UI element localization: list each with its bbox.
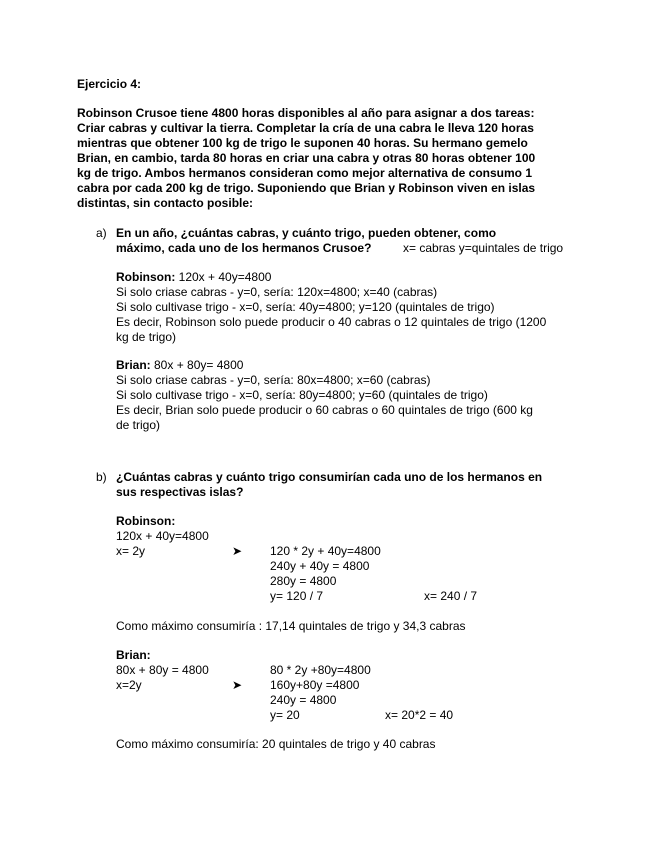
equation-line: 160y+80y =4800: [270, 678, 360, 692]
equation-line: x=2y: [116, 678, 142, 692]
part-b-brian-left: [116, 663, 209, 693]
variables-note: x= cabras y=quintales de trigo: [403, 241, 564, 255]
intro-line: cabra por cada 200 kg de trigo. Suponiendo que Brian y Robinson viven en islas: [77, 181, 536, 195]
part-b-brian-right: [270, 663, 371, 723]
intro-paragraph: [77, 106, 535, 211]
part-b-brian-label: Brian:: [116, 648, 151, 662]
robinson-equation-line: [116, 270, 546, 285]
part-a-brian: [116, 358, 533, 433]
part-b-robinson-label: Robinson:: [116, 514, 176, 528]
brian-line: Si solo criase cabras - y=0, sería: 80x=4800; x=60 (cabras): [116, 373, 431, 387]
equation-line: 80 * 2y +80y=4800: [270, 663, 371, 677]
robinson-equation: 120x + 40y=4800: [175, 270, 272, 284]
brian-line: Es decir, Brian solo puede producir o 60 cabras o 60 quintales de trigo (600 kg: [116, 403, 533, 417]
question-line: ¿Cuántas cabras y cuánto trigo consumirían cada uno de los hermanos en: [116, 470, 543, 484]
question-line: máximo, cada uno de los hermanos Crusoe?: [116, 241, 372, 255]
part-a-robinson: [116, 270, 546, 345]
part-b-marker: b): [96, 470, 107, 484]
intro-line: mientras que obtener 100 kg de trigo le suponen 40 horas. Su hermano gemelo: [77, 136, 528, 150]
equation-line: 240y = 4800: [270, 693, 337, 707]
brian-conclusion: Como máximo consumiría: 20 quintales de trigo y 40 cabras: [116, 737, 436, 751]
intro-line: Criar cabras y cultivar la tierra. Completar la cría de una cabra le lleva 120 horas: [77, 121, 534, 135]
robinson-line: Es decir, Robinson solo puede producir o 40 cabras o 12 quintales de trigo (1200: [116, 315, 547, 329]
part-b-question: [116, 470, 542, 500]
equation-line: 280y = 4800: [270, 574, 337, 588]
robinson-conclusion: Como máximo consumiría : 17,14 quintales de trigo y 34,3 cabras: [116, 619, 466, 633]
robinson-label: Robinson:: [116, 270, 176, 284]
intro-line: kg de trigo. Ambos hermanos consideran como mejor alternativa de consumo 1: [77, 166, 532, 180]
robinson-line: kg de trigo): [116, 330, 177, 344]
brian-label: Brian:: [116, 358, 151, 372]
intro-line: Brian, en cambio, tarda 80 horas en criar una cabra y otras 80 horas obtener 100: [77, 151, 536, 165]
brian-equation: 80x + 80y= 4800: [150, 358, 244, 372]
intro-line: distintas, sin contacto posible:: [77, 196, 254, 210]
robinson-x-result: x= 240 / 7: [424, 589, 478, 603]
exercise-title: Ejercicio 4:: [77, 77, 142, 91]
equation-line: 120 * 2y + 40y=4800: [270, 544, 381, 558]
equation-line: 240y + 40y = 4800: [270, 559, 370, 573]
robinson-line: Si solo criase cabras - y=0, sería: 120x=4800; x=40 (cabras): [116, 285, 438, 299]
part-b-robinson-left: [116, 529, 209, 559]
equation-line: y= 20: [270, 708, 300, 722]
brian-line: de trigo): [116, 418, 161, 432]
equation-line: y= 120 / 7: [270, 589, 324, 603]
intro-line: Robinson Crusoe tiene 4800 horas disponibles al año para asignar a dos tareas:: [77, 106, 535, 120]
brian-equation-line: [116, 358, 533, 373]
equation-line: x= 2y: [116, 544, 146, 558]
brian-line: Si solo cultivase trigo - x=0, sería: 80y=4800; y=60 (quintales de trigo): [116, 388, 488, 402]
equation-line: 80x + 80y = 4800: [116, 663, 209, 677]
part-b-robinson-right: [270, 544, 381, 604]
question-line: sus respectivas islas?: [116, 485, 244, 499]
arrow-icon: ➤: [232, 678, 243, 692]
question-line: En un año, ¿cuántas cabras, y cuánto trigo, pueden obtener, como: [116, 226, 497, 240]
equation-line: 120x + 40y=4800: [116, 529, 209, 543]
part-a-marker: a): [96, 226, 107, 240]
brian-x-result: x= 20*2 = 40: [385, 708, 454, 722]
robinson-line: Si solo cultivase trigo - x=0, sería: 40y=4800; y=120 (quintales de trigo): [116, 300, 495, 314]
arrow-icon: ➤: [232, 544, 243, 558]
